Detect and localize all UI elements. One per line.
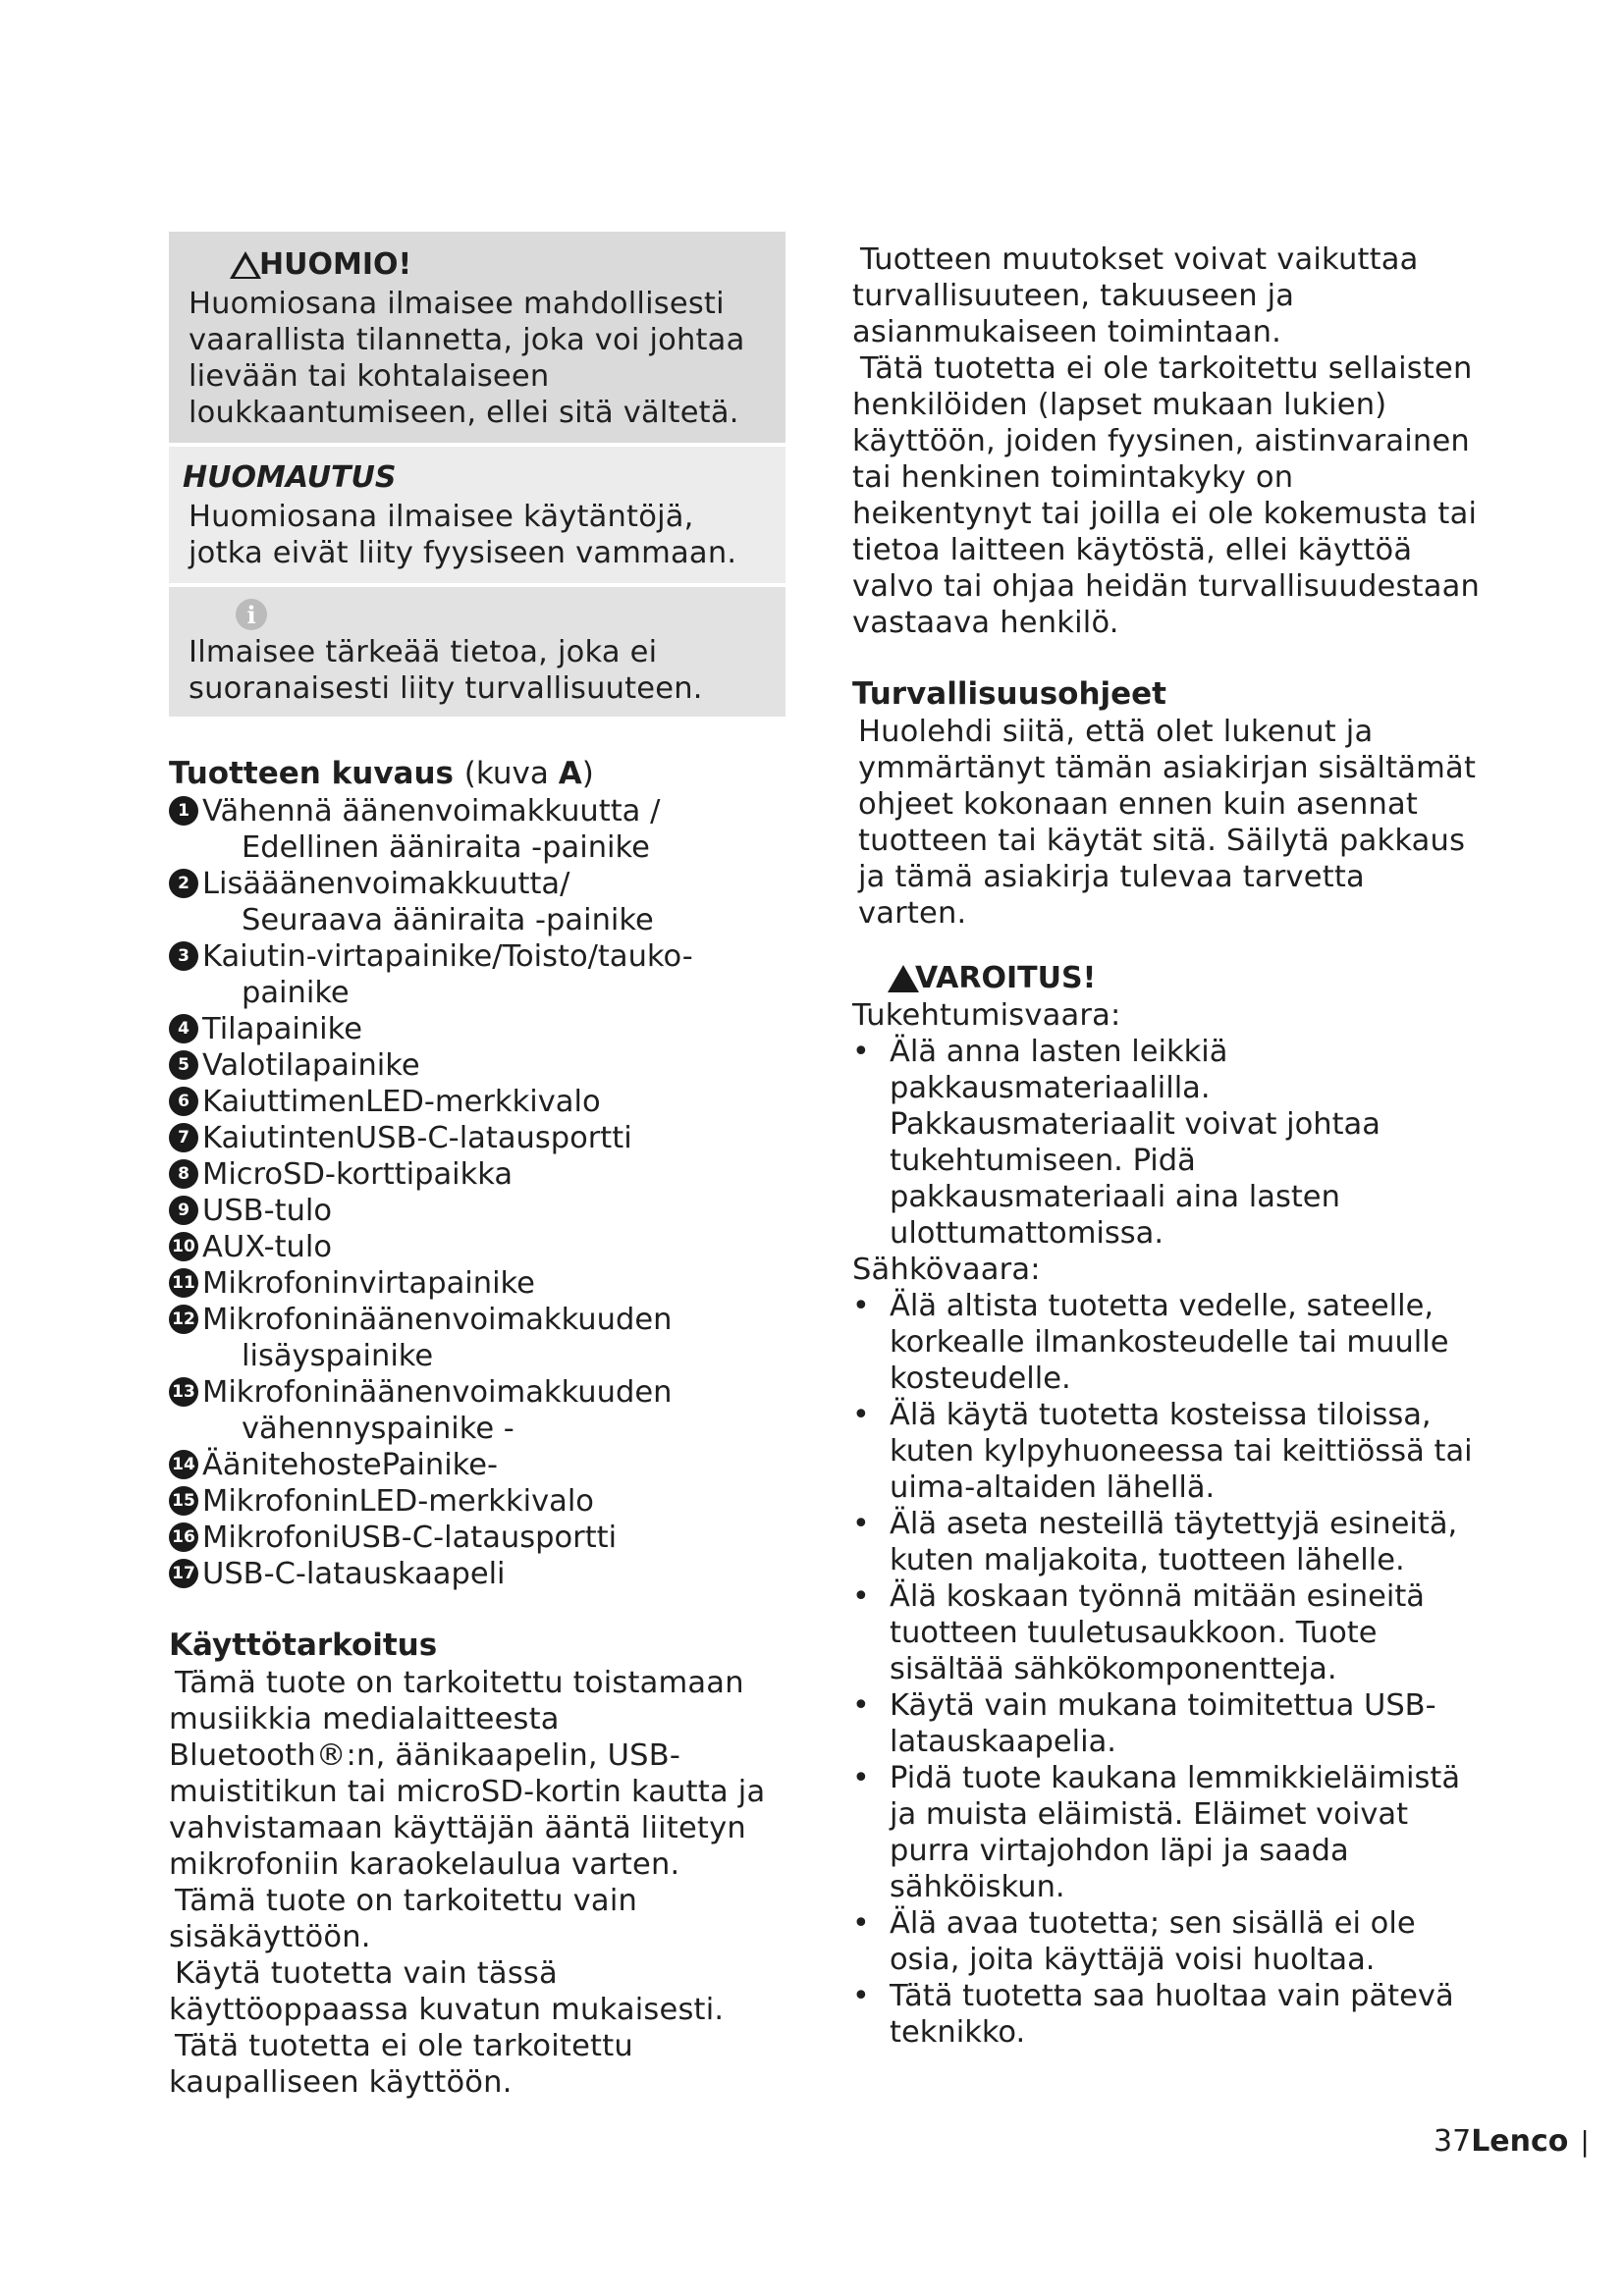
left-column xyxy=(169,232,785,2101)
number-badge-icon: 14 xyxy=(169,1450,198,1479)
notice-title: HUOMAUTUS xyxy=(183,460,397,495)
part-label-continued: Edellinen ääniraita -painike xyxy=(242,830,650,865)
number-badge-icon: 12 xyxy=(169,1305,198,1334)
warning-bullet-item xyxy=(852,1397,1481,1506)
warning-bullet-item xyxy=(852,1034,1481,1252)
warning-bullet-text: Älä aseta nesteillä täytettyjä esineitä, kuten maljakoita, tuotteen lähelle. xyxy=(890,1507,1458,1577)
caution-text: Huomiosana ilmaisee mahdollisesti vaarallista tilannetta, joka voi johtaa lievään tai kohtalaiseen loukkaantumiseen, ellei sitä vältetä. xyxy=(189,287,745,430)
caution-title: HUOMIO! xyxy=(230,247,772,282)
notice-text: Huomiosana ilmaisee käytäntöjä, jotka eivät liity fyysiseen vammaan. xyxy=(189,500,737,570)
number-badge-icon: 5 xyxy=(169,1050,198,1080)
part-label: MikrofoniUSB-C-latausportti xyxy=(202,1521,618,1555)
usage-paragraph: Käytä tuotetta vain tässä käyttöoppaassa kuvatun mukaisesti. xyxy=(169,1956,725,2027)
part-label: KaiuttimenLED-merkkivalo xyxy=(202,1085,601,1119)
warning-triangle-icon xyxy=(888,965,919,992)
intro-paragraphs xyxy=(852,241,1481,641)
product-heading: Tuotteen kuvaus (kuva A) xyxy=(169,756,594,791)
bullet-icon: • xyxy=(852,1979,870,2013)
number-badge-icon: 9 xyxy=(169,1196,198,1225)
warning-bullet-text: Älä altista tuotetta vedelle, sateelle, korkealle ilmankosteudelle tai muulle kosteudelle. xyxy=(890,1289,1449,1396)
part-label: Mikrofoninvirtapainike xyxy=(202,1266,535,1301)
footer-separator: | xyxy=(1580,2125,1590,2158)
bullet-icon: • xyxy=(852,1398,870,1432)
usage-heading: Käyttötarkoitus xyxy=(169,1628,438,1663)
part-label: Valotilapainike xyxy=(202,1048,420,1083)
part-label-continued: Seuraava ääniraita -painike xyxy=(242,903,654,937)
part-label: Kaiutin-virtapainike/Toisto/tauko- xyxy=(202,939,693,974)
number-badge-icon: 2 xyxy=(169,869,198,898)
warning-bullet-item xyxy=(852,1760,1481,1905)
info-icon: i xyxy=(236,599,267,630)
page-footer xyxy=(1434,2124,1590,2159)
bullet-icon: • xyxy=(852,1688,870,1723)
usage-paragraphs xyxy=(169,1665,785,2101)
intro-paragraph: Tuotteen muutokset voivat vaikuttaa turvallisuuteen, takuuseen ja asianmukaiseen toimintaan. xyxy=(852,242,1419,349)
part-label: KaiutintenUSB-C-latausportti xyxy=(202,1121,632,1155)
part-label: USB-C-latauskaapeli xyxy=(202,1557,506,1591)
warning-bullet-item xyxy=(852,1687,1481,1760)
warning-list xyxy=(852,997,1481,2051)
number-badge-icon: 13 xyxy=(169,1377,198,1407)
warning-bullet-text: Älä koskaan työnnä mitään esineitä tuotteen tuuletusaukkoon. Tuote sisältää sähkökomponentteja. xyxy=(890,1579,1425,1686)
usage-section xyxy=(169,1626,785,2101)
bullet-icon: • xyxy=(852,1906,870,1941)
product-part-item xyxy=(169,1120,785,1156)
warning-bullet-text: Älä käytä tuotetta kosteissa tiloissa, kuten kylpyhuoneessa tai keittiössä tai uima-altaiden lähellä. xyxy=(890,1398,1473,1505)
warning-bullet-text: Pidä tuote kaukana lemmikkieläimistä ja muista eläimistä. Eläimet voivat purra virtajohdon läpi ja saada sähköiskun. xyxy=(890,1761,1461,1904)
warning-bullet-item xyxy=(852,1905,1481,1978)
part-label: Tilapainike xyxy=(202,1012,362,1046)
warning-title: VAROITUS! xyxy=(888,961,1481,995)
product-parts-list xyxy=(169,793,785,1592)
part-label: MicroSD-korttipaikka xyxy=(202,1157,514,1192)
brand-logo: Lenco xyxy=(1471,2124,1569,2159)
number-badge-icon: 3 xyxy=(169,941,198,971)
warning-bullet-item xyxy=(852,1978,1481,2051)
hazard-label: Sähkövaara: xyxy=(852,1253,1041,1287)
warning-bullet-text: Käytä vain mukana toimitettua USB-latauskaapelia. xyxy=(890,1688,1436,1759)
part-label: AUX-tulo xyxy=(202,1230,332,1264)
usage-paragraph: Tätä tuotetta ei ole tarkoitettu kaupalliseen käyttöön. xyxy=(169,2029,633,2100)
product-part-item xyxy=(169,1374,785,1447)
product-part-item xyxy=(169,793,785,866)
number-badge-icon: 10 xyxy=(169,1232,198,1261)
product-part-item xyxy=(169,1302,785,1374)
bullet-icon: • xyxy=(852,1289,870,1323)
safety-text: Huolehdi siitä, että olet lukenut ja ymmärtänyt tämän asiakirjan sisältämät ohjeet kokonaan ennen kuin asennat tuotteen tai käytät sitä. Säilytä pakkaus ja tämä asiakirja tulevaa tarvetta varten. xyxy=(858,715,1477,931)
info-text: Ilmaisee tärkeää tietoa, joka ei suoranaisesti liity turvallisuuteen. xyxy=(189,635,703,706)
part-label: USB-tulo xyxy=(202,1194,333,1228)
bullet-icon: • xyxy=(852,1507,870,1541)
product-part-item xyxy=(169,1193,785,1229)
bullet-icon: • xyxy=(852,1579,870,1614)
number-badge-icon: 4 xyxy=(169,1014,198,1043)
safety-heading: Turvallisuusohjeet xyxy=(852,676,1167,712)
part-label-continued: lisäyspainike xyxy=(242,1339,434,1373)
warning-bullet-text: Älä avaa tuotetta; sen sisällä ei ole osia, joita käyttäjä voisi huoltaa. xyxy=(890,1906,1416,1977)
part-label: Mikrofoninäänenvoimakkuuden xyxy=(202,1303,673,1337)
safety-section xyxy=(852,674,1481,932)
number-badge-icon: 15 xyxy=(169,1486,198,1516)
product-part-item xyxy=(169,1047,785,1084)
product-part-item xyxy=(169,1556,785,1592)
page-number: 37 xyxy=(1434,2124,1472,2159)
product-part-item xyxy=(169,1520,785,1556)
product-part-item xyxy=(169,938,785,1011)
number-badge-icon: 1 xyxy=(169,796,198,826)
number-badge-icon: 6 xyxy=(169,1087,198,1116)
hazard-label: Tukehtumisvaara: xyxy=(852,998,1121,1033)
product-part-item xyxy=(169,1011,785,1047)
number-badge-icon: 16 xyxy=(169,1522,198,1552)
bullet-icon: • xyxy=(852,1761,870,1795)
notice-box xyxy=(169,447,785,583)
warning-bullet-item xyxy=(852,1578,1481,1687)
product-part-item xyxy=(169,1084,785,1120)
usage-paragraph: Tämä tuote on tarkoitettu vain sisäkäyttöön. xyxy=(169,1884,638,1954)
part-label: MikrofoninLED-merkkivalo xyxy=(202,1484,594,1519)
warning-bullet-text: Älä anna lasten leikkiä pakkausmateriaalilla. Pakkausmateriaalit voivat johtaa tukehtumiseen. Pidä pakkausmateriaali aina lasten ulottumattomissa. xyxy=(890,1035,1380,1251)
part-label: Vähennä äänenvoimakkuutta / xyxy=(202,794,661,828)
right-column xyxy=(852,241,1481,2051)
usage-paragraph: Tämä tuote on tarkoitettu toistamaan musiikkia medialaitteesta Bluetooth®:n, äänikaapelin, USB-muistitikun tai microSD-kortin kautta ja vahvistamaan käyttäjän ääntä liitetyn mikrofoniin karaokelaulua varten. xyxy=(169,1666,766,1882)
number-badge-icon: 17 xyxy=(169,1559,198,1588)
part-label: Lisääänenvoimakkuutta/ xyxy=(202,867,570,901)
number-badge-icon: 8 xyxy=(169,1159,198,1189)
caution-box xyxy=(169,232,785,443)
product-part-item xyxy=(169,866,785,938)
product-part-item xyxy=(169,1229,785,1265)
product-part-item xyxy=(169,1265,785,1302)
info-box xyxy=(169,587,785,717)
number-badge-icon: 11 xyxy=(169,1268,198,1298)
warning-bullet-item xyxy=(852,1288,1481,1397)
product-description-section xyxy=(169,754,785,1592)
part-label: ÄänitehostePainike- xyxy=(202,1448,499,1482)
bullet-icon: • xyxy=(852,1035,870,1069)
product-part-item xyxy=(169,1483,785,1520)
intro-paragraph: Tätä tuotetta ei ole tarkoitettu sellaisten henkilöiden (lapset mukaan lukien) käyttöön, joiden fyysinen, aistinvarainen tai henkinen toimintakyky on heikentynyt tai joilla ei ole kokemusta tai tietoa laitteen käytöstä, ellei käyttöä valvo tai ohjaa heidän turvallisuudestaan vastaava henkilö. xyxy=(852,351,1481,640)
part-label-continued: vähennyspainike - xyxy=(242,1412,514,1446)
part-label-continued: painike xyxy=(242,976,350,1010)
product-part-item xyxy=(169,1156,785,1193)
part-label: Mikrofoninäänenvoimakkuuden xyxy=(202,1375,673,1410)
product-part-item xyxy=(169,1447,785,1483)
number-badge-icon: 7 xyxy=(169,1123,198,1152)
warning-bullet-item xyxy=(852,1506,1481,1578)
warning-bullet-text: Tätä tuotetta saa huoltaa vain pätevä teknikko. xyxy=(890,1979,1454,2050)
warning-triangle-icon xyxy=(230,251,261,279)
